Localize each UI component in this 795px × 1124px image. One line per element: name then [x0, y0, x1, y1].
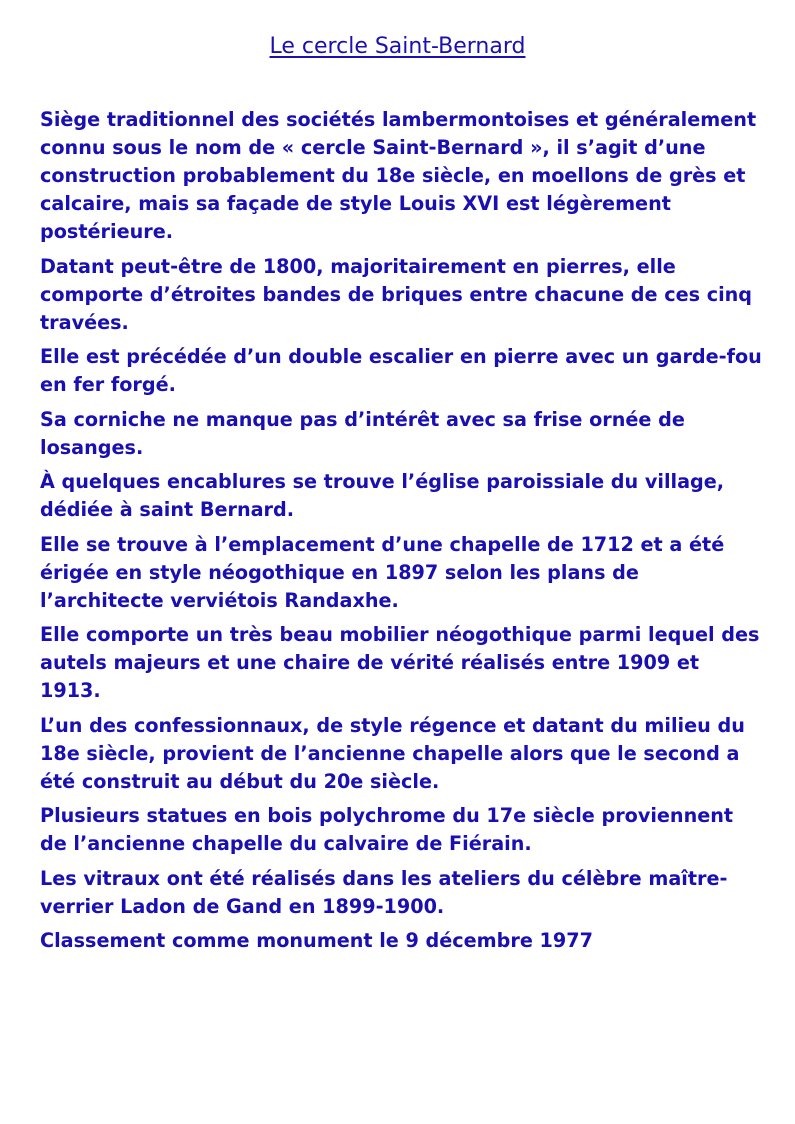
paragraph-4: Sa corniche ne manque pas d’intérêt avec sa frise ornée de losanges.: [40, 407, 685, 459]
paragraph-7: Elle comporte un très beau mobilier néogothique parmi lequel des autels majeurs et une chaire de vérité réalisés entre 1909 et 1913.: [40, 623, 760, 702]
document-title: Le cercle Saint-Bernard: [269, 34, 526, 59]
paragraph-8: L’un des confessionnaux, de style régence et datant du milieu du 18e siècle, provient de l’ancienne chapelle alors que le second a été construit au début du 20e siècle.: [40, 713, 745, 793]
paragraph-11: Classement comme monument le 9 décembre 1977: [40, 929, 593, 952]
paragraph-10: Les vitraux ont été réalisés dans les ateliers du célèbre maître-verrier Ladon de Gand en 1899-1900.: [40, 866, 728, 918]
paragraph-6: Elle se trouve à l’emplacement d’une chapelle de 1712 et a été érigée en style néogothique en 1897 selon les plans de l’architecte verviétois Randaxhe.: [40, 532, 725, 612]
paragraph-5: À quelques encablures se trouve l’église paroissiale du village, dédiée à saint Bernard.: [40, 470, 725, 521]
paragraph-2: Datant peut-être de 1800, majoritairement en pierres, elle comporte d’étroites bandes de briques entre chacune de ces cinq travées.: [40, 254, 753, 334]
paragraph-3: Elle est précédée d’un double escalier en pierre avec un garde-fou en fer forgé.: [40, 345, 762, 396]
paragraph-9: Plusieurs statues en bois polychrome du 17e siècle proviennent de l’ancienne chapelle du calvaire de Fiérain.: [40, 804, 734, 855]
paragraph-1: Siège traditionnel des sociétés lambermontoises et généralement connu sous le nom de « cercle Saint-Bernard », il s’agit d’une construction probablement du 18e siècle, en moellons de grès et calcaire, mais sa façade de style Louis XVI est légèrement postérieure.: [40, 108, 757, 243]
document-body: [40, 106, 762, 962]
